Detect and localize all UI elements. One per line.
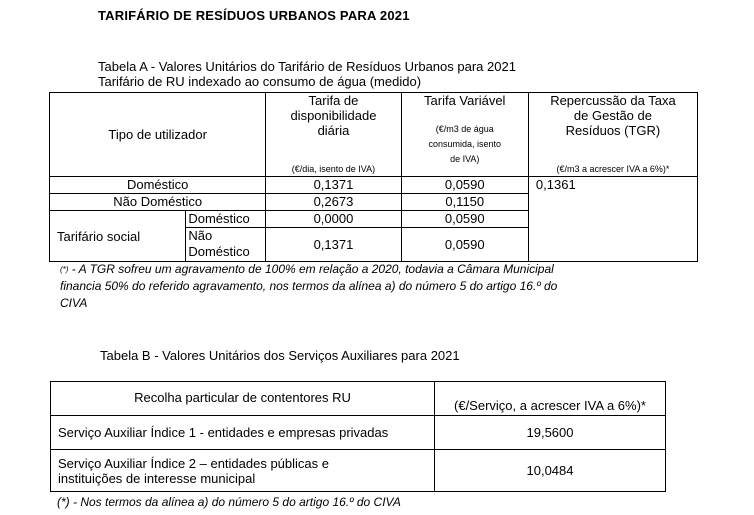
- header-disp-line1: Tarifa de: [308, 93, 359, 108]
- servico-indice-2-label: [51, 450, 435, 492]
- table-b-header-row: [51, 382, 666, 416]
- servico-indice-1-label: Serviço Auxiliar Índice 1 - entidades e empresas privadas: [51, 416, 435, 450]
- header-tipo-label: Tipo de utilizador: [108, 127, 207, 142]
- tgr-value-cell: [528, 177, 697, 262]
- table-b-caption: Tabela B - Valores Unitários dos Serviços Auxiliares para 2021: [100, 348, 460, 363]
- page-title: TARIFÁRIO DE RESÍDUOS URBANOS PARA 2021: [98, 8, 410, 23]
- header-disp-unit: (€/dia, isento de IVA): [291, 164, 376, 174]
- servico-indice-1-value: 19,5600: [435, 416, 666, 450]
- social-nao-domestico-disp: 0,1371: [266, 228, 401, 262]
- header-disp-line2: disponibilidade: [290, 108, 377, 123]
- header-var-unit-line3: de IVA): [450, 154, 480, 164]
- header-tarifa-variavel: [401, 93, 528, 177]
- header-var-unit-line1: (€/m3 de água: [435, 124, 494, 134]
- table-row: [51, 450, 666, 492]
- header-tgr-unit: (€/m3 a acrescer IVA a 6%)*: [556, 164, 670, 174]
- header-tgr-line3: Resíduos (TGR): [565, 123, 661, 138]
- table-a-caption: [98, 59, 516, 89]
- header-var-unit-line2: consumida, isento: [428, 139, 502, 149]
- social-nao-domestico-label: [186, 228, 266, 262]
- footnote-line2: financia 50% do referido agravamento, nos termos da alínea a) do número 5 do artigo 16.º do: [60, 279, 558, 293]
- header-tipo-utilizador: [50, 93, 266, 177]
- footnote-line3: CIVA: [60, 296, 88, 310]
- social-label-cell: [50, 211, 186, 262]
- social-domestico-var: 0,0590: [401, 211, 528, 228]
- header-tgr-line1: Repercussão da Taxa: [550, 93, 676, 108]
- social-domestico-disp: 0,0000: [266, 211, 401, 228]
- row-nao-domestico-var: 0,1150: [401, 194, 528, 211]
- table-a-caption-line2: Tarifário de RU indexado ao consumo de água (medido): [98, 74, 422, 89]
- table-a-caption-line1: Tabela A - Valores Unitários do Tarifário de Resíduos Urbanos para 2021: [98, 59, 516, 74]
- header-recolha: Recolha particular de contentores RU: [51, 382, 435, 416]
- table-row: [51, 416, 666, 450]
- table-row: [50, 177, 698, 194]
- header-tgr-line2: de Gestão de: [573, 108, 652, 123]
- header-var-label: Tarifa Variável: [424, 93, 506, 108]
- footnote-line1: - A TGR sofreu um agravamento de 100% em relação a 2020, todavia a Câmara Municipal: [71, 262, 554, 276]
- servico-indice-2-value: 10,0484: [435, 450, 666, 492]
- social-label: Tarifário social: [57, 228, 141, 244]
- header-tarifa-disponibilidade: [266, 93, 401, 177]
- header-servico-unit: (€/Serviço, a acrescer IVA a 6%)*: [435, 382, 666, 416]
- header-disp-line3: diária: [317, 123, 350, 138]
- row-domestico-disp: 0,1371: [266, 177, 401, 194]
- table-a-footnote: [60, 261, 656, 312]
- table-a-header-row: [50, 93, 698, 177]
- table-b: [50, 381, 666, 492]
- servico-indice-2-line1: Serviço Auxiliar Índice 2 – entidades públicas e: [58, 455, 329, 471]
- row-domestico-var: 0,0590: [401, 177, 528, 194]
- social-nao-domestico-var: 0,0590: [401, 228, 528, 262]
- table-b-footnote: (*) - Nos termos da alínea a) do número 5 do artigo 16.º do CIVA: [57, 495, 401, 509]
- header-tgr: [528, 93, 697, 177]
- tgr-value: 0,1361: [535, 177, 576, 192]
- social-domestico-label: Doméstico: [186, 211, 266, 228]
- table-a: [49, 92, 698, 262]
- footnote-marker: (*): [60, 265, 69, 274]
- social-nao-domestico-line1: Não: [188, 228, 213, 243]
- servico-indice-2-line2: instituições de interesse municipal: [58, 470, 256, 486]
- row-nao-domestico-disp: 0,2673: [266, 194, 401, 211]
- social-nao-domestico-line2: Doméstico: [188, 244, 250, 259]
- row-domestico-label: Doméstico: [50, 177, 266, 194]
- row-nao-domestico-label: Não Doméstico: [50, 194, 266, 211]
